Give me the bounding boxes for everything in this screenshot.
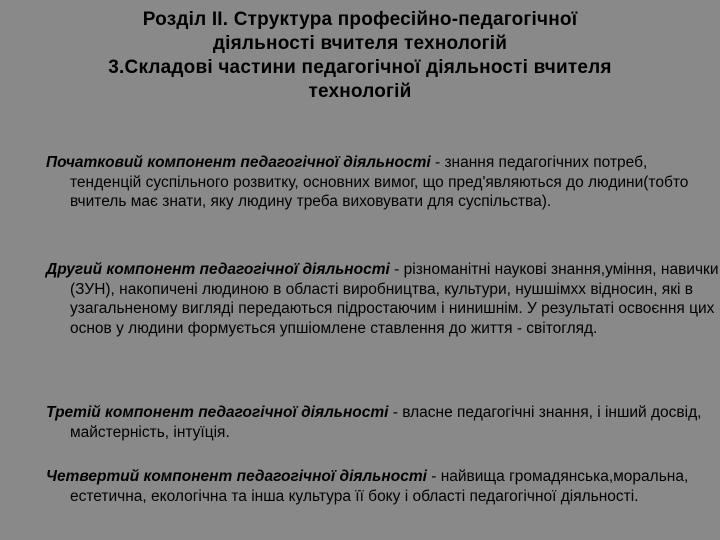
component-text-3: - власне педагогічні знання, і інший досвід, майстерність, інтуїція. bbox=[70, 404, 702, 441]
component-term-3: Третій компонент педагогічної діяльності bbox=[46, 404, 389, 421]
component-text-4: - найвища громадянська,моральна, естетична, екологічна та інша культура її боку і області педагогічної діяльності. bbox=[70, 468, 689, 505]
component-term-4: Четвертий компонент педагогічної діяльності bbox=[46, 468, 427, 485]
component-term-1: Початковий компонент педагогічної діяльності bbox=[46, 154, 431, 171]
component-paragraph-1 bbox=[46, 153, 720, 212]
component-paragraph-3 bbox=[46, 403, 720, 442]
slide-title bbox=[20, 8, 700, 104]
component-text-1: - знання педагогічних потреб, тенденцій суспільного розвитку, основних вимог, що пред'являються до людини(тобто вчитель має знати, яку людину треба виховувати для суспільства). bbox=[70, 154, 689, 210]
component-paragraph-2 bbox=[46, 260, 720, 338]
component-text-2: - різноманітні наукові знання,уміння, навички (ЗУН), накопичені людиною в області виробництва, культури, нушшімхх відносин, які в узагальненому вигляді передаються підростаючим і нинишнім. У результаті освоєння цих основ у людини формується упшіомлене ставлення до життя - світогляд. bbox=[70, 261, 719, 337]
component-paragraph-4 bbox=[46, 467, 720, 506]
title-line-2: діяльності вчителя технологій bbox=[212, 33, 508, 54]
title-line-1: Розділ ІІ. Структура професійно-педагогічної bbox=[142, 9, 578, 30]
title-line-3: 3.Складові частини педагогічної діяльності вчителя bbox=[108, 57, 612, 78]
component-term-2: Другий компонент педагогічної діяльності bbox=[46, 261, 390, 278]
title-line-4: технологій bbox=[308, 81, 412, 102]
